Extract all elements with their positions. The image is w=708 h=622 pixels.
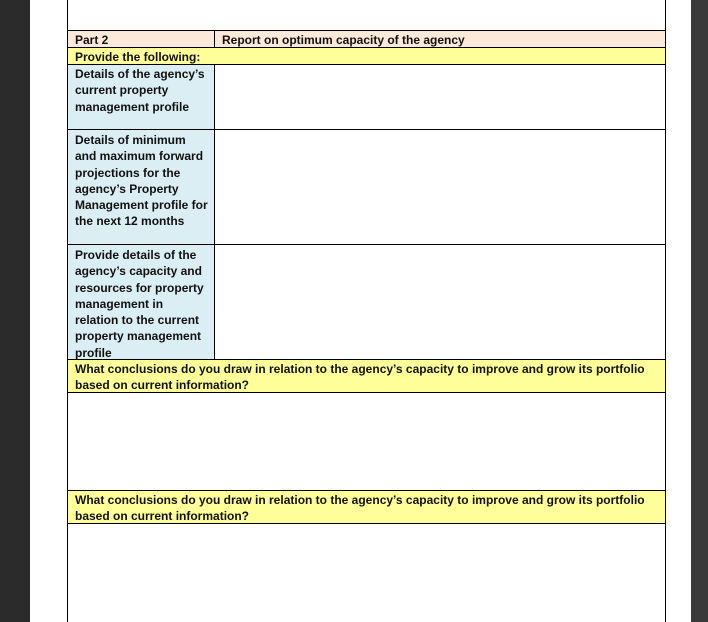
row-label: Details of minimum and maximum forward projections for the agency’s Property Management profile for the next 12 months [75,133,208,229]
row-label: Details of the agency’s current property management profile [75,67,205,114]
row-label-cell [67,244,215,360]
part-label: Part 2 [75,33,109,47]
document-page [30,0,691,622]
question-text: What conclusions do you draw in relation to the agency’s capacity to improve and grow its portfolio based on current information? [75,362,645,393]
previous-section-box[interactable] [67,0,666,31]
part-label-cell [67,30,215,48]
question-cell [67,490,666,524]
question-answer-field[interactable] [67,392,666,491]
instruction-cell [67,47,666,65]
row-label-cell [67,64,215,130]
question-cell [67,359,666,393]
row-answer-field[interactable] [214,244,666,360]
instruction-text: Provide the following: [75,50,201,64]
part-title-cell [214,30,666,48]
question-text: What conclusions do you draw in relation to the agency’s capacity to improve and grow its portfolio based on current information? [75,493,645,524]
row-label: Provide details of the agency’s capacity and resources for property management in relation to the current property management profile [75,248,204,360]
row-label-cell [67,129,215,245]
question-answer-field[interactable] [67,523,666,622]
viewer-scrollbar[interactable] [691,0,708,622]
part-title: Report on optimum capacity of the agency [222,33,465,47]
row-answer-field[interactable] [214,64,666,130]
row-answer-field[interactable] [214,129,666,245]
report-table [67,0,666,622]
